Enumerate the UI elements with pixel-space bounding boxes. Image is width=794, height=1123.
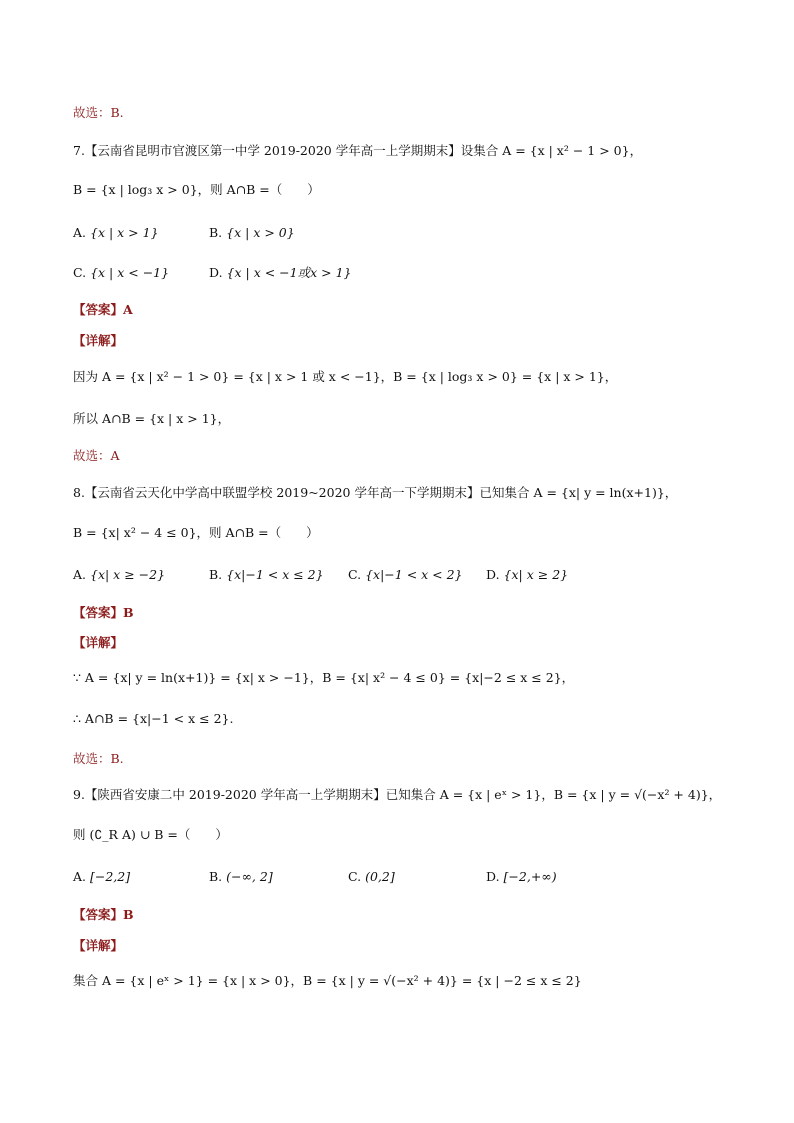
option-label: C. xyxy=(73,265,87,280)
q8-option-d xyxy=(486,566,568,584)
option-label: D. xyxy=(209,265,223,280)
q7-option-b xyxy=(209,224,295,242)
option-value: (−∞, 2] xyxy=(226,869,273,884)
q9-stem-cont: 则 (∁_R A) ∪ B =（ ） xyxy=(73,827,228,842)
option-label: A. xyxy=(73,225,87,240)
q6-conclusion: 故选：B. xyxy=(73,105,124,120)
option-label: B. xyxy=(209,567,223,582)
q8-stem: 8.【云南省云天化中学高中联盟学校 2019~2020 学年高一下学期期末】已知集合 A = {x| y = ln(x+1)}， xyxy=(73,485,678,500)
q7-explanation-1: 因为 A = {x | x² − 1 > 0} = {x | x > 1 或 x < −1}，B = {x | log₃ x > 0} = {x | x > 1}， xyxy=(73,369,618,384)
option-value: [−2,+∞) xyxy=(503,869,557,884)
q8-explanation-2: ∴ A∩B = {x|−1 < x ≤ 2}. xyxy=(73,711,234,726)
option-value: {x| x ≥ 2} xyxy=(503,567,569,582)
q9-explanation-1: 集合 A = {x | eˣ > 1} = {x | x > 0}，B = {x | y = √(−x² + 4)} = {x | −2 ≤ x ≤ 2} xyxy=(73,973,582,988)
option-label: A. xyxy=(73,567,87,582)
q7-option-c xyxy=(73,264,169,282)
option-value: {x|−1 < x < 2} xyxy=(365,567,463,582)
q9-option-a xyxy=(73,868,130,886)
option-value: {x | x > 0} xyxy=(226,225,295,240)
option-value: [−2,2] xyxy=(90,869,131,884)
q9-option-b xyxy=(209,868,273,886)
option-value: {x | x < −1} xyxy=(90,265,170,280)
option-value: {x | x > 1} xyxy=(90,225,159,240)
q7-explanation-heading: 【详解】 xyxy=(73,333,124,348)
q8-option-c xyxy=(348,566,463,584)
option-value: {x | x < −1或x > 1} xyxy=(226,265,352,280)
q9-option-c xyxy=(348,868,395,886)
q8-answer: 【答案】B xyxy=(73,605,134,620)
q7-conclusion: 故选：A xyxy=(73,448,120,463)
q9-answer: 【答案】B xyxy=(73,907,134,922)
q7-answer: 【答案】A xyxy=(73,302,133,317)
option-value: {x| x ≥ −2} xyxy=(90,567,166,582)
option-label: C. xyxy=(348,869,362,884)
q9-stem: 9.【陕西省安康二中 2019-2020 学年高一上学期期末】已知集合 A = {x | eˣ > 1}，B = {x | y = √(−x² + 4)}， xyxy=(73,787,722,802)
q9-explanation-heading: 【详解】 xyxy=(73,938,124,953)
q8-explanation-heading: 【详解】 xyxy=(73,635,124,650)
option-label: D. xyxy=(486,869,500,884)
q7-stem-cont: B = {x | log₃ x > 0}，则 A∩B =（ ） xyxy=(73,182,320,197)
q7-explanation-2: 所以 A∩B = {x | x > 1}， xyxy=(73,411,231,426)
option-label: D. xyxy=(486,567,500,582)
q7-option-d xyxy=(209,264,351,282)
q8-option-a xyxy=(73,566,165,584)
option-label: A. xyxy=(73,869,87,884)
option-label: C. xyxy=(348,567,362,582)
q8-stem-cont: B = {x| x² − 4 ≤ 0}，则 A∩B =（ ） xyxy=(73,525,319,540)
q9-option-d xyxy=(486,868,557,886)
q8-explanation-1: ∵ A = {x| y = ln(x+1)} = {x| x > −1}，B = {x| x² − 4 ≤ 0} = {x|−2 ≤ x ≤ 2}， xyxy=(73,670,575,685)
q7-option-a xyxy=(73,224,159,242)
option-label: B. xyxy=(209,869,223,884)
option-label: B. xyxy=(209,225,223,240)
option-value: {x|−1 < x ≤ 2} xyxy=(226,567,324,582)
option-value: (0,2] xyxy=(365,869,395,884)
q8-option-b xyxy=(209,566,324,584)
q7-stem: 7.【云南省昆明市官渡区第一中学 2019-2020 学年高一上学期期末】设集合 A = {x | x² − 1 > 0}， xyxy=(73,143,643,158)
q8-conclusion: 故选：B. xyxy=(73,751,124,766)
